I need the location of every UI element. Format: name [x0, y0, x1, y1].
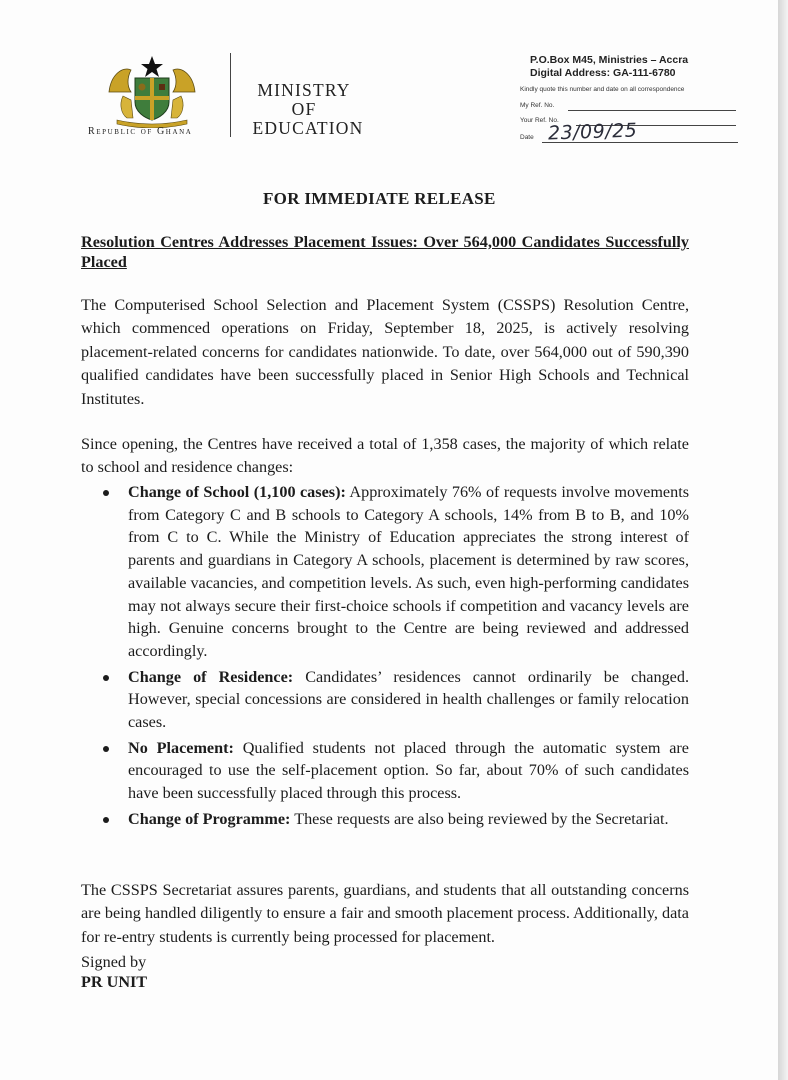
paragraph-cases: Since opening, the Centres have received a total of 1,358 cases, the majority of which relate to school and residence changes:: [81, 435, 689, 477]
headline: Resolution Centres Addresses Placement Issues: Over 564,000 Candidates Successfully Placed: [81, 233, 689, 271]
po-box-line: P.O.Box M45, Ministries – Accra: [530, 54, 689, 66]
bullet-title: No Placement:: [128, 738, 234, 757]
list-item: [81, 808, 689, 831]
bullet-text: Approximately 76% of requests involve movements from Category C and B schools to Category A schools, 14% from B to B, and 10% from C to C. While the Ministry of Education appreciates the strong interest of parents and guardians in Category A schools, placement is determined by raw scores, available vacancies, and competition levels. As such, even high-performing candidates may not always secure their first-choice schools if competition and vacancy levels are high. Genuine concerns brought to the Centre are being reviewed and addressed accordingly.: [128, 483, 689, 660]
bullet-icon: [103, 817, 109, 823]
date-label: Date: [520, 134, 534, 141]
ghana-coat-of-arms-icon: [101, 52, 203, 128]
bullet-text: Candidates’ residences cannot ordinarily be changed. However, special concessions are considered in health challenges or family relocation cases.: [128, 667, 689, 732]
paragraph-closing: The CSSPS Secretariat assures parents, guardians, and students that all outstanding concerns are being handled diligently to ensure a fair and smooth placement process. Additionally, data for re-entry students is currently being processed for placement.: [81, 881, 689, 946]
signatory: PR UNIT: [81, 973, 148, 991]
ministry-line: MINISTRY: [257, 80, 351, 100]
bullet-text: These requests are also being reviewed by the Secretariat.: [294, 809, 669, 828]
ministry-line: EDUCATION: [252, 118, 364, 138]
bullet-title: Change of School (1,100 cases):: [128, 483, 346, 501]
bullet-icon: [103, 675, 109, 681]
bullet-title: Change of Residence:: [128, 667, 294, 686]
paragraph-intro: The Computerised School Selection and Placement System (CSSPS) Resolution Centre, which commenced operations on Friday, September 18, 2025, is actively resolving placement-related concerns for candidates nationwide. To date, over 564,000 out of 590,390 qualified candidates have been successfully placed in Senior High Schools and Technical Institutes.: [81, 296, 689, 408]
address-block: [530, 54, 688, 80]
bullet-text: Qualified students not placed through the automatic system are encouraged to use the self-placement option. So far, about 70% of such candidates have been successfully placed through this process.: [128, 738, 689, 803]
bullet-icon: [103, 490, 109, 496]
your-ref-label: Your Ref. No.: [520, 117, 559, 124]
list-item: [81, 481, 689, 663]
case-categories-list: [81, 481, 689, 834]
list-item: [81, 666, 689, 734]
ministry-name: [234, 81, 374, 138]
republic-of-ghana-label: Republic of Ghana: [88, 126, 193, 137]
date-field: [520, 134, 534, 141]
handwritten-date: 23/09/25: [547, 119, 638, 145]
my-ref-field: [520, 102, 554, 109]
digital-address-line: Digital Address: GA-111-6780: [530, 67, 676, 79]
signed-by-label: Signed by: [81, 953, 147, 971]
list-item: [81, 737, 689, 805]
header-divider: [230, 53, 231, 137]
my-ref-label: My Ref. No.: [520, 102, 555, 109]
my-ref-rule: [568, 110, 736, 111]
ministry-line: OF: [291, 99, 317, 119]
bullet-title: Change of Programme:: [128, 809, 291, 828]
release-label: FOR IMMEDIATE RELEASE: [263, 189, 496, 208]
bullet-icon: [103, 746, 109, 752]
page-edge: [778, 0, 788, 1080]
kindly-quote-note: Kindly quote this number and date on all correspondence: [520, 86, 685, 93]
